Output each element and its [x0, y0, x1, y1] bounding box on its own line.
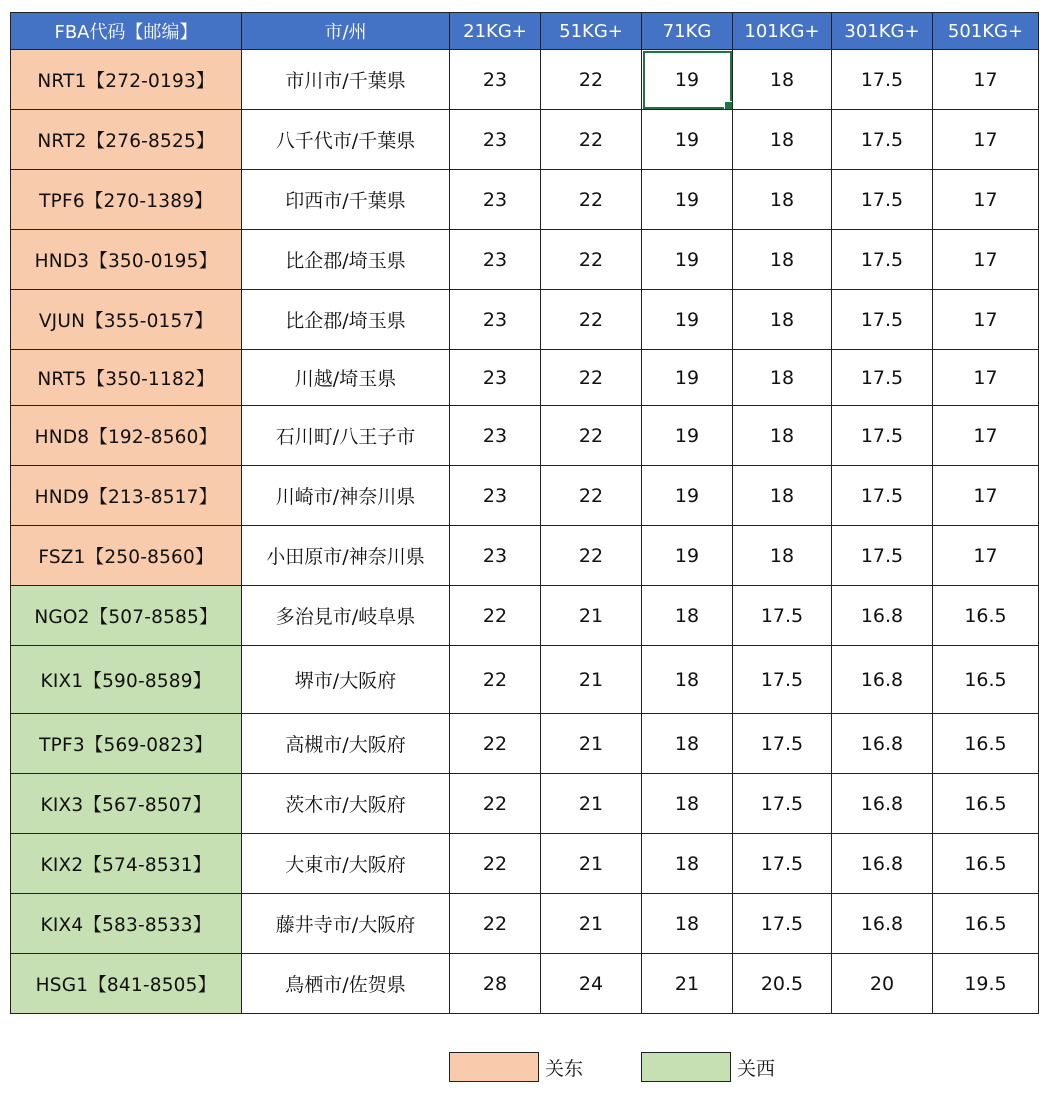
price-cell[interactable]: 22	[450, 834, 541, 894]
fba-code-cell[interactable]: KIX2【574-8531】	[11, 834, 242, 894]
city-cell[interactable]: 印西市/千葉県	[242, 170, 450, 230]
fba-code-cell[interactable]: NRT2【276-8525】	[11, 110, 242, 170]
city-cell[interactable]: 大東市/大阪府	[242, 834, 450, 894]
city-cell[interactable]: 比企郡/埼玉県	[242, 290, 450, 350]
price-cell[interactable]: 19	[642, 230, 733, 290]
price-cell[interactable]: 19	[642, 406, 733, 466]
legend-label-kanto: 关东	[545, 1057, 584, 1080]
header-101kg: 101KG+	[733, 13, 832, 50]
price-cell[interactable]: 22	[541, 526, 642, 586]
fba-code-cell[interactable]: HND9【213-8517】	[11, 466, 242, 526]
price-cell[interactable]: 17.5	[733, 714, 832, 774]
fba-code-cell[interactable]: NRT1【272-0193】	[11, 50, 242, 110]
price-cell[interactable]: 16.5	[933, 894, 1039, 954]
price-cell[interactable]: 16.8	[832, 646, 933, 714]
rate-table	[10, 12, 1039, 1014]
city-cell[interactable]: 高槻市/大阪府	[242, 714, 450, 774]
price-cell[interactable]: 19	[642, 466, 733, 526]
price-cell[interactable]: 17.5	[733, 586, 832, 646]
price-cell[interactable]: 16.8	[832, 894, 933, 954]
price-cell[interactable]: 20.5	[733, 954, 832, 1014]
table-row[interactable]	[11, 170, 1039, 230]
price-cell[interactable]: 19.5	[933, 954, 1039, 1014]
header-71kg: 71KG	[642, 13, 733, 50]
table-row[interactable]	[11, 466, 1039, 526]
table-row[interactable]	[11, 290, 1039, 350]
price-cell[interactable]: 21	[541, 774, 642, 834]
price-cell[interactable]: 17.5	[832, 466, 933, 526]
price-cell[interactable]: 21	[541, 834, 642, 894]
price-cell[interactable]: 17	[933, 526, 1039, 586]
city-cell[interactable]: 川越/埼玉県	[242, 350, 450, 406]
legend-kanto	[449, 1052, 583, 1082]
city-cell[interactable]: 多治見市/岐阜県	[242, 586, 450, 646]
price-cell[interactable]: 21	[541, 646, 642, 714]
price-cell[interactable]: 23	[450, 110, 541, 170]
city-cell[interactable]: 比企郡/埼玉県	[242, 230, 450, 290]
selected-cell-value: 19	[674, 68, 700, 91]
price-cell[interactable]: 22	[450, 894, 541, 954]
legend-swatch-kansai	[641, 1052, 731, 1082]
price-cell[interactable]: 16.8	[832, 586, 933, 646]
price-cell[interactable]: 22	[450, 714, 541, 774]
price-cell[interactable]: 21	[541, 586, 642, 646]
price-cell[interactable]: 17.5	[733, 774, 832, 834]
price-cell[interactable]: 17	[933, 290, 1039, 350]
price-cell[interactable]: 22	[450, 774, 541, 834]
price-cell[interactable]: 22	[541, 290, 642, 350]
price-cell[interactable]: 17.5	[832, 110, 933, 170]
price-cell[interactable]: 18	[733, 350, 832, 406]
legend-kansai	[641, 1052, 775, 1082]
header-fba-code: FBA代码【邮编】	[11, 13, 242, 50]
price-cell[interactable]: 24	[541, 954, 642, 1014]
fba-code-cell[interactable]: FSZ1【250-8560】	[11, 526, 242, 586]
price-cell[interactable]: 17.5	[832, 230, 933, 290]
price-cell[interactable]: 17.5	[832, 526, 933, 586]
price-cell[interactable]: 17	[933, 350, 1039, 406]
fba-code-cell[interactable]: KIX4【583-8533】	[11, 894, 242, 954]
fba-code-cell[interactable]: HND8【192-8560】	[11, 406, 242, 466]
fba-code-cell[interactable]: HND3【350-0195】	[11, 230, 242, 290]
price-cell[interactable]: 21	[642, 954, 733, 1014]
price-cell[interactable]: 17	[933, 50, 1039, 110]
price-cell[interactable]: 17.5	[832, 290, 933, 350]
price-cell[interactable]: 16.8	[832, 714, 933, 774]
price-cell[interactable]: 23	[450, 466, 541, 526]
city-cell[interactable]: 堺市/大阪府	[242, 646, 450, 714]
table-row[interactable]	[11, 406, 1039, 466]
price-cell[interactable]: 17.5	[832, 350, 933, 406]
price-cell[interactable]: 22	[541, 406, 642, 466]
price-cell[interactable]: 18	[642, 834, 733, 894]
price-cell[interactable]: 23	[450, 290, 541, 350]
price-cell[interactable]: 19	[642, 290, 733, 350]
header-row	[11, 13, 1039, 50]
legend-swatch-kanto	[449, 1052, 539, 1082]
table-row[interactable]	[11, 50, 1039, 110]
city-cell[interactable]: 茨木市/大阪府	[242, 774, 450, 834]
table-row[interactable]	[11, 714, 1039, 774]
price-cell[interactable]: 18	[733, 406, 832, 466]
price-cell[interactable]: 16.5	[933, 834, 1039, 894]
price-cell[interactable]: 22	[541, 466, 642, 526]
price-cell[interactable]: 23	[450, 406, 541, 466]
city-cell[interactable]: 藤井寺市/大阪府	[242, 894, 450, 954]
city-cell[interactable]: 小田原市/神奈川県	[242, 526, 450, 586]
header-301kg: 301KG+	[832, 13, 933, 50]
price-cell[interactable]: 17.5	[832, 406, 933, 466]
price-cell[interactable]: 19	[642, 110, 733, 170]
table-row[interactable]	[11, 110, 1039, 170]
legend-label-kansai: 关西	[737, 1057, 776, 1080]
price-cell[interactable]: 20	[832, 954, 933, 1014]
table-row[interactable]	[11, 526, 1039, 586]
price-cell[interactable]: 18	[733, 50, 832, 110]
city-cell[interactable]: 市川市/千葉県	[242, 50, 450, 110]
price-cell[interactable]: 23	[450, 230, 541, 290]
price-cell[interactable]: 19	[642, 170, 733, 230]
price-cell[interactable]: 16.8	[832, 774, 933, 834]
price-cell[interactable]: 23	[450, 526, 541, 586]
price-cell[interactable]: 22	[541, 170, 642, 230]
price-cell[interactable]: 17.5	[832, 170, 933, 230]
price-cell[interactable]: 16.8	[832, 834, 933, 894]
table-row[interactable]	[11, 774, 1039, 834]
price-cell[interactable]: 18	[642, 774, 733, 834]
fba-code-cell[interactable]: KIX1【590-8589】	[11, 646, 242, 714]
price-cell[interactable]: 18	[733, 110, 832, 170]
price-cell[interactable]: 18	[642, 586, 733, 646]
table-body	[11, 50, 1039, 1014]
header-city: 市/州	[242, 13, 450, 50]
price-cell[interactable]: 22	[541, 350, 642, 406]
price-cell[interactable]: 17.5	[733, 894, 832, 954]
price-cell[interactable]: 21	[541, 894, 642, 954]
price-cell[interactable]: 16.5	[933, 646, 1039, 714]
fba-code-cell[interactable]: TPF3【569-0823】	[11, 714, 242, 774]
price-cell[interactable]: 18	[642, 646, 733, 714]
price-cell[interactable]	[642, 50, 733, 110]
price-cell[interactable]: 18	[733, 170, 832, 230]
price-cell[interactable]: 18	[733, 290, 832, 350]
price-cell[interactable]: 28	[450, 954, 541, 1014]
table-row[interactable]	[11, 954, 1039, 1014]
table-row[interactable]	[11, 894, 1039, 954]
fba-code-cell[interactable]: NRT5【350-1182】	[11, 350, 242, 406]
fba-code-cell[interactable]: KIX3【567-8507】	[11, 774, 242, 834]
city-cell[interactable]: 石川町/八王子市	[242, 406, 450, 466]
price-cell[interactable]: 23	[450, 170, 541, 230]
table-row[interactable]	[11, 350, 1039, 406]
city-cell[interactable]: 鳥栖市/佐贺県	[242, 954, 450, 1014]
price-cell[interactable]: 21	[541, 714, 642, 774]
price-cell[interactable]: 18	[733, 230, 832, 290]
fba-code-cell[interactable]: TPF6【270-1389】	[11, 170, 242, 230]
table-row[interactable]	[11, 834, 1039, 894]
price-cell[interactable]: 18	[642, 894, 733, 954]
price-cell[interactable]: 17.5	[733, 646, 832, 714]
price-cell[interactable]: 17.5	[832, 50, 933, 110]
price-cell[interactable]: 22	[450, 646, 541, 714]
fba-code-cell[interactable]: NGO2【507-8585】	[11, 586, 242, 646]
price-cell[interactable]: 17	[933, 230, 1039, 290]
price-cell[interactable]: 23	[450, 350, 541, 406]
price-cell[interactable]: 17	[933, 110, 1039, 170]
price-cell[interactable]: 19	[642, 526, 733, 586]
city-cell[interactable]: 川崎市/神奈川県	[242, 466, 450, 526]
price-cell[interactable]: 16.5	[933, 774, 1039, 834]
city-cell[interactable]: 八千代市/千葉県	[242, 110, 450, 170]
price-cell[interactable]: 17	[933, 406, 1039, 466]
header-21kg: 21KG+	[450, 13, 541, 50]
price-cell[interactable]: 22	[541, 230, 642, 290]
table-row[interactable]	[11, 230, 1039, 290]
price-cell[interactable]: 18	[642, 714, 733, 774]
fba-code-cell[interactable]: VJUN【355-0157】	[11, 290, 242, 350]
table-row[interactable]	[11, 646, 1039, 714]
table-row[interactable]	[11, 586, 1039, 646]
price-cell[interactable]: 17	[933, 466, 1039, 526]
price-cell[interactable]: 18	[733, 466, 832, 526]
price-cell[interactable]: 18	[733, 526, 832, 586]
price-cell[interactable]: 22	[450, 586, 541, 646]
fba-code-cell[interactable]: HSG1【841-8505】	[11, 954, 242, 1014]
price-cell[interactable]: 16.5	[933, 586, 1039, 646]
price-cell[interactable]: 23	[450, 50, 541, 110]
fill-handle[interactable]	[724, 101, 733, 110]
price-cell[interactable]: 17.5	[733, 834, 832, 894]
price-cell[interactable]: 19	[642, 350, 733, 406]
header-51kg: 51KG+	[541, 13, 642, 50]
price-cell[interactable]: 22	[541, 110, 642, 170]
header-501kg: 501KG+	[933, 13, 1039, 50]
price-cell[interactable]: 17	[933, 170, 1039, 230]
price-cell[interactable]: 16.5	[933, 714, 1039, 774]
price-cell[interactable]: 22	[541, 50, 642, 110]
